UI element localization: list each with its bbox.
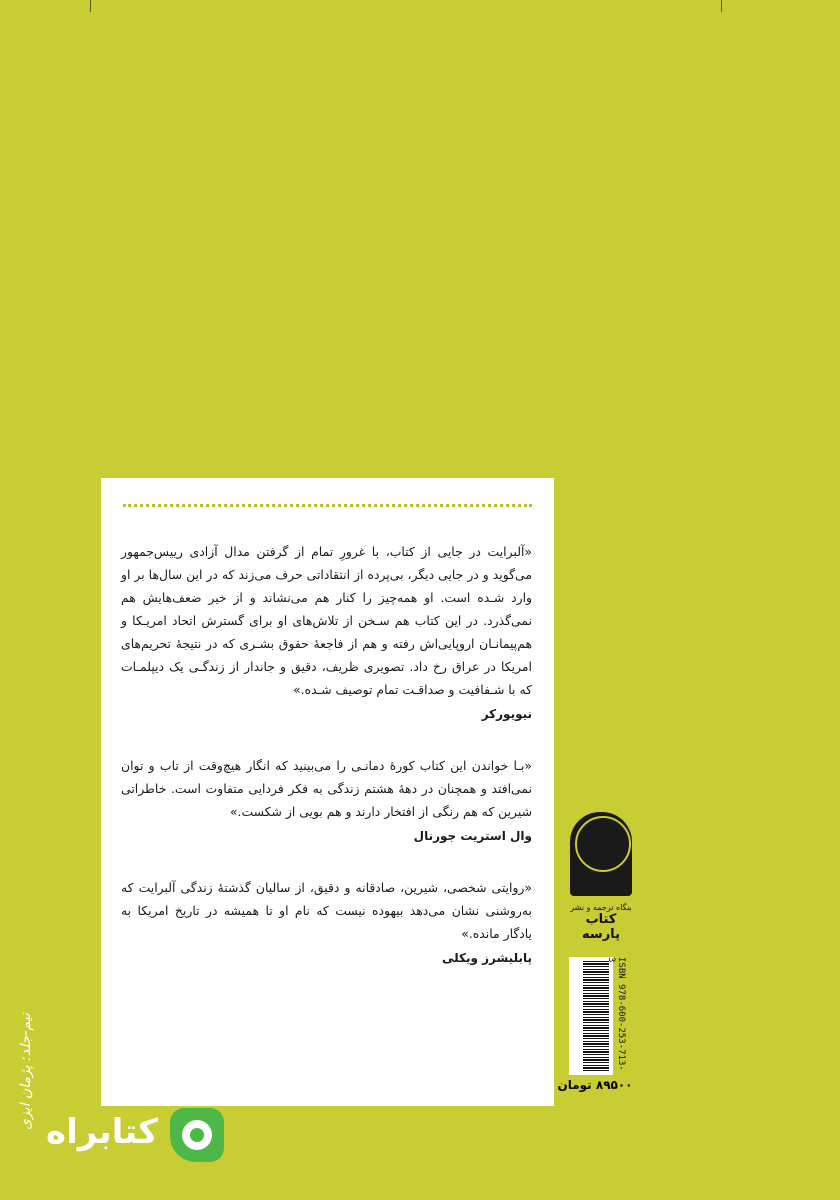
crop-mark-left	[90, 0, 91, 12]
quote-source: وال استریت جورنال	[413, 829, 532, 843]
quote-wsj	[121, 754, 532, 848]
quote-text: «بـا خواندن این کتاب کورهٔ دمانـی را می‌بینید که انگار هیچ‌وقت از تاب و توان نمی‌افتد و همچنان در دههٔ هشتم زندگی به فکر فردایی متفاوت است. خاطراتی شیرین که هم رنگی از افتخار دارند و هم بویی از شکست.»	[121, 758, 532, 819]
publisher-title: کتاب پارسه	[582, 912, 620, 942]
quote-text: «آلبرایت در جایی از کتاب، با غرورِ تمام از گرفتن مدال آزادی رییس‌جمهور می‌گوید و در جایی دیگر، بی‌پرده از انتقاداتی حرف می‌زند که در این سال‌ها بر او وارد شـده است. او همه‌چیز را کنار هم می‌نشاند و از خیر ضعف‌هایش هم نمی‌گذرد. در این کتاب هم سـخن از تلاش‌های او برای گسترش اتحاد امریـکا و هم‌پیمانـان اروپایی‌اش رفته و هم از فاجعهٔ حقوق بشـری که در نتیجهٔ تحریم‌های امریکا در عراق رخ داد. تصویری ظریف، دقیق و جاندار از زندگـی یک دیپلمـات که با شـفافیت و صداقـت تمام توصیف شـده.»	[121, 544, 532, 697]
ketabrah-wordmark: کتابراه	[46, 1112, 159, 1152]
ketabrah-logo-icon	[170, 1108, 224, 1162]
publisher-subtitle: بنگاه ترجمه و نشر	[570, 903, 632, 912]
design-credit: تیم-جلد: پژمان‌ ایزی	[18, 1013, 34, 1130]
quote-panel	[101, 478, 554, 1106]
quote-source: پابلیشرز ویکلی	[441, 951, 532, 965]
isbn-number: ISBN 978-600-253-713-3	[606, 957, 626, 1071]
quote-publishers-weekly	[121, 876, 532, 970]
barcode	[569, 957, 613, 1075]
quote-source: نیویورکر	[481, 707, 532, 721]
lion-seal-icon	[570, 812, 632, 896]
ketabrah-watermark	[40, 1108, 230, 1162]
quote-new-yorker	[121, 540, 532, 726]
price-label: ۸۹۵۰۰ تومان	[557, 1078, 633, 1092]
quote-text: «روایتی شخصی، شیرین، صادقانه و دقیق، از سالیان گذشتهٔ زندگی آلبرایت که به‌روشنی نشان می‌دهد بیهوده نیست که نام او تا همیشه در تاریخ امریکا به یادگار مانده.»	[121, 880, 532, 941]
dotted-divider	[123, 504, 532, 507]
crop-mark-right	[721, 0, 722, 12]
publisher-name	[568, 903, 634, 942]
quotes-list	[121, 540, 532, 970]
